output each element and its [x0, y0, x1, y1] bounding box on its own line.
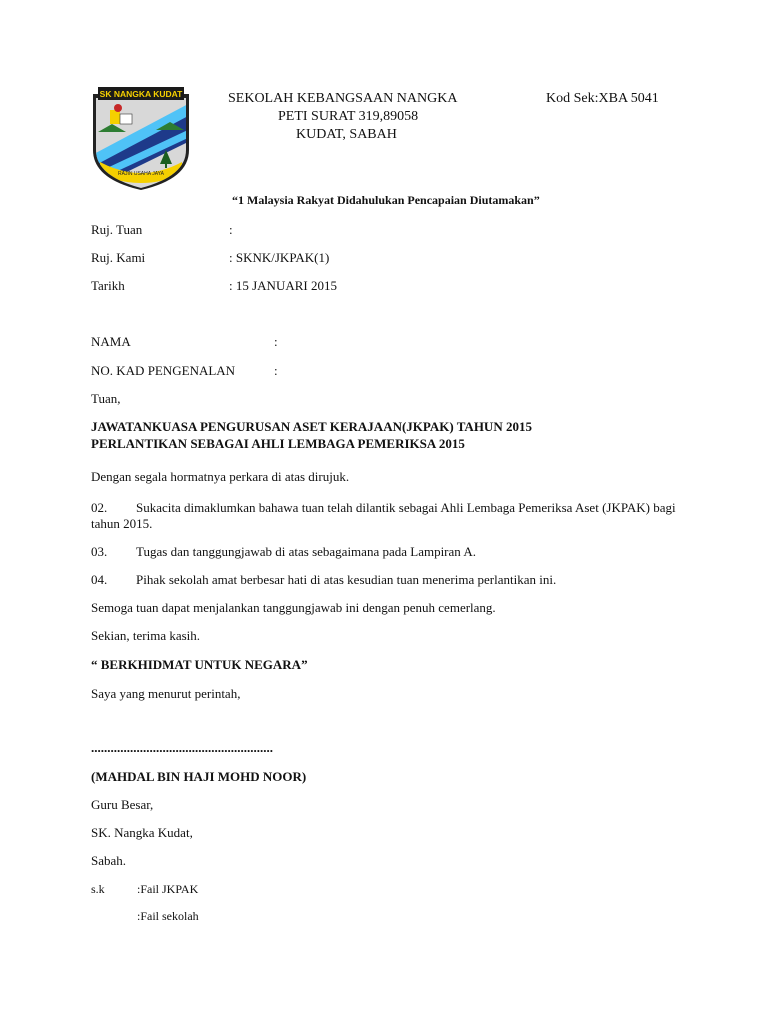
- ic-label: NO. KAD PENGENALAN: [91, 363, 236, 378]
- para-03-number: 03.: [91, 544, 108, 559]
- address-line-2: KUDAT, SABAH: [296, 127, 397, 142]
- school-crest-logo: [90, 84, 192, 190]
- ref-tuan-label: Ruj. Tuan: [91, 222, 143, 237]
- para-04-number: 04.: [91, 572, 108, 587]
- para-02-number: 02.: [91, 500, 108, 515]
- signatory-position: Guru Besar,: [91, 797, 154, 812]
- ref-kami-value: : SKNK/JKPAK(1): [229, 250, 330, 265]
- salutation: Tuan,: [91, 391, 121, 406]
- date-value: : 15 JANUARI 2015: [229, 278, 337, 293]
- subject-line-1: JAWATANKUASA PENGURUSAN ASET KERAJAAN(JKPAK) TAHUN 2015: [91, 419, 532, 434]
- address-line-1: PETI SURAT 319,89058: [278, 109, 419, 124]
- name-label: NAMA: [91, 334, 131, 349]
- date-label: Tarikh: [91, 278, 125, 293]
- para-03-text: Tugas dan tanggungjawab di atas sebagaimana pada Lampiran A.: [136, 544, 476, 559]
- school-code: Kod Sek:XBA 5041: [546, 91, 659, 106]
- sign-intro: Saya yang menurut perintah,: [91, 686, 241, 701]
- cc-item-jkpak: :Fail JKPAK: [137, 882, 199, 896]
- signatory-school: SK. Nangka Kudat,: [91, 825, 193, 840]
- para-04-text: Pihak sekolah amat berbesar hati di atas kesudian tuan menerima perlantikan ini.: [136, 572, 557, 587]
- subject-line-2: PERLANTIKAN SEBAGAI AHLI LEMBAGA PEMERIKSA 2015: [91, 436, 465, 451]
- closing-wish: Semoga tuan dapat menjalankan tanggungjawab ini dengan penuh cemerlang.: [91, 600, 496, 615]
- name-value: :: [274, 334, 278, 349]
- para-02-line-2: tahun 2015.: [91, 516, 153, 531]
- opening-sentence: Dengan segala hormatnya perkara di atas dirujuk.: [91, 469, 350, 484]
- para-02-line-1: Sukacita dimaklumkan bahawa tuan telah dilantik sebagai Ahli Lembaga Pemeriksa Aset (JKPAK) bagi: [136, 500, 676, 515]
- slogan: “1 Malaysia Rakyat Didahulukan Pencapaian Diutamakan”: [232, 193, 540, 207]
- signatory-name: (MAHDAL BIN HAJI MOHD NOOR): [91, 769, 307, 784]
- cc-item-school: :Fail sekolah: [137, 909, 199, 923]
- ic-value: :: [274, 363, 278, 378]
- signatory-state: Sabah.: [91, 853, 127, 868]
- closing-thanks: Sekian, terima kasih.: [91, 628, 201, 643]
- motto: “ BERKHIDMAT UNTUK NEGARA”: [91, 657, 308, 672]
- signature-line: ........................................................: [91, 740, 273, 755]
- ref-kami-label: Ruj. Kami: [91, 250, 146, 265]
- school-name: SEKOLAH KEBANGSAAN NANGKA: [228, 91, 458, 106]
- cc-label: s.k: [91, 882, 105, 896]
- logo-motto-text: RAJIN USAHA JAYA: [118, 171, 164, 177]
- ref-tuan-value: :: [229, 222, 233, 237]
- logo-banner-text: SK NANGKA KUDAT: [99, 89, 183, 99]
